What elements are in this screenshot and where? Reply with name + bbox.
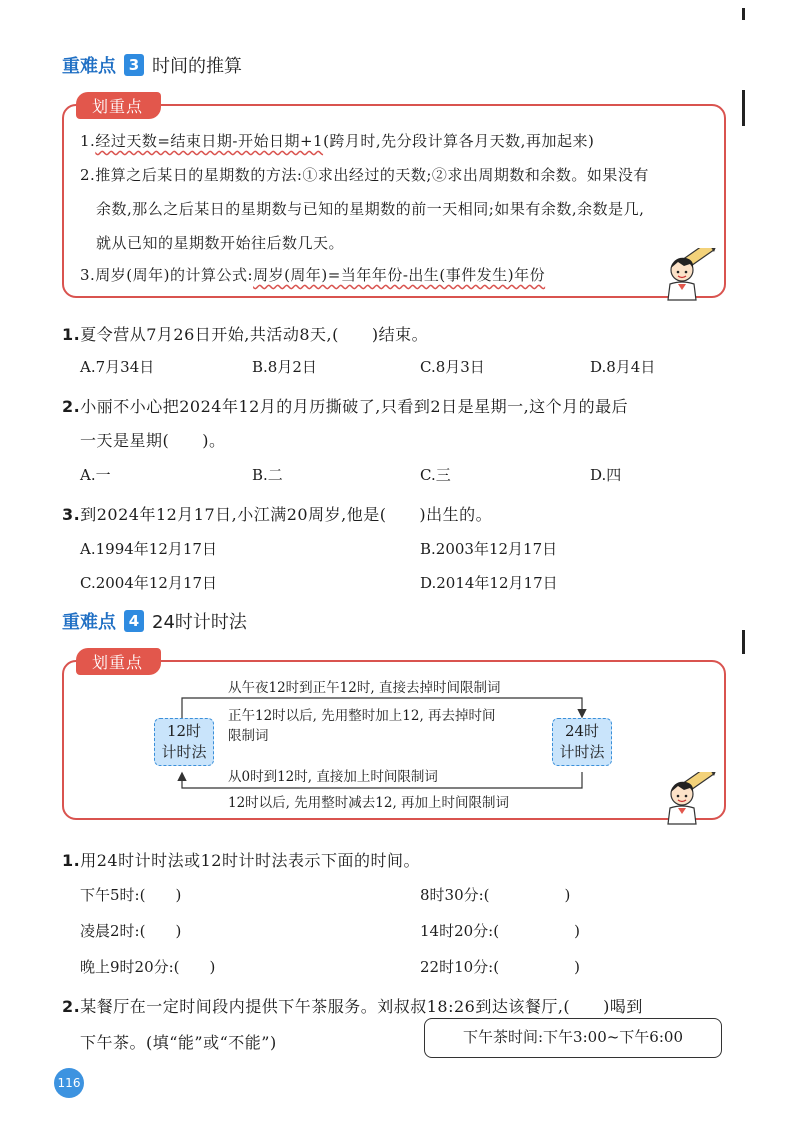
section4-number-badge: 4: [124, 610, 144, 632]
section3-number-badge: 3: [124, 54, 144, 76]
s4-q1-item-2[interactable]: 8时30分:( ): [420, 886, 571, 904]
margin-mark: [742, 630, 745, 654]
s3-q1-option-a[interactable]: A.7月34日: [80, 358, 155, 376]
s3-question-3: [62, 502, 492, 525]
s4-q2-text-line2: 下午茶。(填“能”或“不能”): [80, 1033, 277, 1052]
s3-q3-num: 3.: [62, 505, 81, 524]
s3-q2-option-a[interactable]: A.一: [80, 466, 111, 484]
s3-q3-option-c[interactable]: C.2004年12月17日: [80, 574, 218, 592]
s3-q1-option-b[interactable]: B.8月2日: [252, 358, 317, 376]
note-1: [80, 130, 594, 152]
note-3: [80, 264, 545, 286]
box-12-hour-system: [154, 718, 214, 766]
s4-q2-text-line1: 某餐厅在一定时间段内提供下午茶服务。刘叔叔18:26到达该餐厅,( )喝到: [80, 997, 643, 1016]
s3-q2-text-line1: 小丽不小心把2024年12月的月历撕破了,只看到2日是星期一,这个月的最后: [80, 397, 629, 416]
section3-title: 时间的推算: [152, 56, 242, 77]
section3-header: [62, 52, 242, 78]
section3-label: 重难点: [62, 56, 116, 77]
note-1-rest: (跨月时,先分段计算各月天数,再加起来): [323, 132, 595, 150]
key-points-tag-2: 划重点: [76, 648, 161, 675]
s4-q2-num: 2.: [62, 997, 81, 1016]
s4-q1-item-6[interactable]: 22时10分:( ): [420, 958, 580, 976]
note-2-line1: 2.推算之后某日的星期数的方法:①求出经过的天数;②求出周期数和余数。如果没有: [80, 166, 649, 184]
s3-question-1: [62, 322, 428, 345]
s4-q1-item-4[interactable]: 14时20分:( ): [420, 922, 580, 940]
right-box-line1: 24时: [564, 722, 600, 740]
s4-question-1: [62, 848, 420, 871]
s3-q1-option-c[interactable]: C.8月3日: [420, 358, 485, 376]
left-box-line1: 12时: [166, 722, 202, 740]
key-points-tag-1: 划重点: [76, 92, 161, 119]
section4-header: [62, 608, 247, 634]
s4-q1-text: 用24时计时法或12时计时法表示下面的时间。: [80, 851, 420, 870]
section4-title: 24时计时法: [152, 612, 247, 633]
note-2-line3: 就从已知的星期数开始往后数几天。: [96, 234, 345, 252]
section4-label: 重难点: [62, 612, 116, 633]
margin-mark: [742, 90, 745, 126]
diagram-top-rule-2-line2: 限制词: [228, 728, 269, 744]
s3-q2-option-d[interactable]: D.四: [590, 466, 622, 484]
note-3-prefix: 3.周岁(周年)的计算公式:: [80, 266, 254, 284]
s4-q1-num: 1.: [62, 851, 81, 870]
s3-q2-num: 2.: [62, 397, 81, 416]
right-box-line2: 计时法: [559, 743, 605, 761]
s3-q3-option-b[interactable]: B.2003年12月17日: [420, 540, 558, 558]
s4-q1-item-5[interactable]: 晚上9时20分:( ): [80, 958, 216, 976]
tea-time-box: 下午茶时间:下午3:00~下午6:00: [424, 1018, 722, 1058]
note-1-formula: 经过天数=结束日期-开始日期+1: [95, 132, 324, 150]
s3-question-2: [62, 394, 628, 417]
diagram-top-rule: 从午夜12时到正午12时, 直接去掉时间限制词: [228, 680, 501, 696]
s3-q1-text: 夏令营从7月26日开始,共活动8天,( )结束。: [80, 325, 429, 344]
note-2-line2: 余数,那么之后某日的星期数与已知的星期数的前一天相同;如果有余数,余数是几,: [96, 200, 645, 218]
s3-q3-option-a[interactable]: A.1994年12月17日: [80, 540, 217, 558]
margin-mark: [742, 8, 745, 20]
diagram-bottom-rule: 从0时到12时, 直接加上时间限制词: [228, 769, 438, 785]
s4-question-2: [62, 994, 643, 1017]
box-24-hour-system: [552, 718, 612, 766]
s3-q1-option-d[interactable]: D.8月4日: [590, 358, 656, 376]
s3-q2-text-line2: 一天是星期( )。: [80, 431, 226, 450]
boy-with-pencil-icon: [660, 772, 720, 830]
diagram-bottom-rule-2: 12时以后, 先用整时减去12, 再加上时间限制词: [228, 795, 510, 811]
note-3-formula: 周岁(周年)=当年年份-出生(事件发生)年份: [253, 266, 546, 284]
s3-q3-option-d[interactable]: D.2014年12月17日: [420, 574, 558, 592]
s3-q2-option-b[interactable]: B.二: [252, 466, 283, 484]
s3-q3-text: 到2024年12月17日,小江满20周岁,他是( )出生的。: [80, 505, 493, 524]
s4-q1-item-3[interactable]: 凌晨2时:( ): [80, 922, 182, 940]
page-number: 116: [54, 1068, 84, 1098]
s3-q1-num: 1.: [62, 325, 81, 344]
diagram-top-rule-2-line1: 正午12时以后, 先用整时加上12, 再去掉时间: [228, 708, 496, 724]
boy-with-pencil-icon: [660, 248, 720, 306]
s3-q2-option-c[interactable]: C.三: [420, 466, 451, 484]
note-1-num: 1.: [80, 132, 96, 150]
left-box-line2: 计时法: [161, 743, 207, 761]
s4-q1-item-1[interactable]: 下午5时:( ): [80, 886, 182, 904]
